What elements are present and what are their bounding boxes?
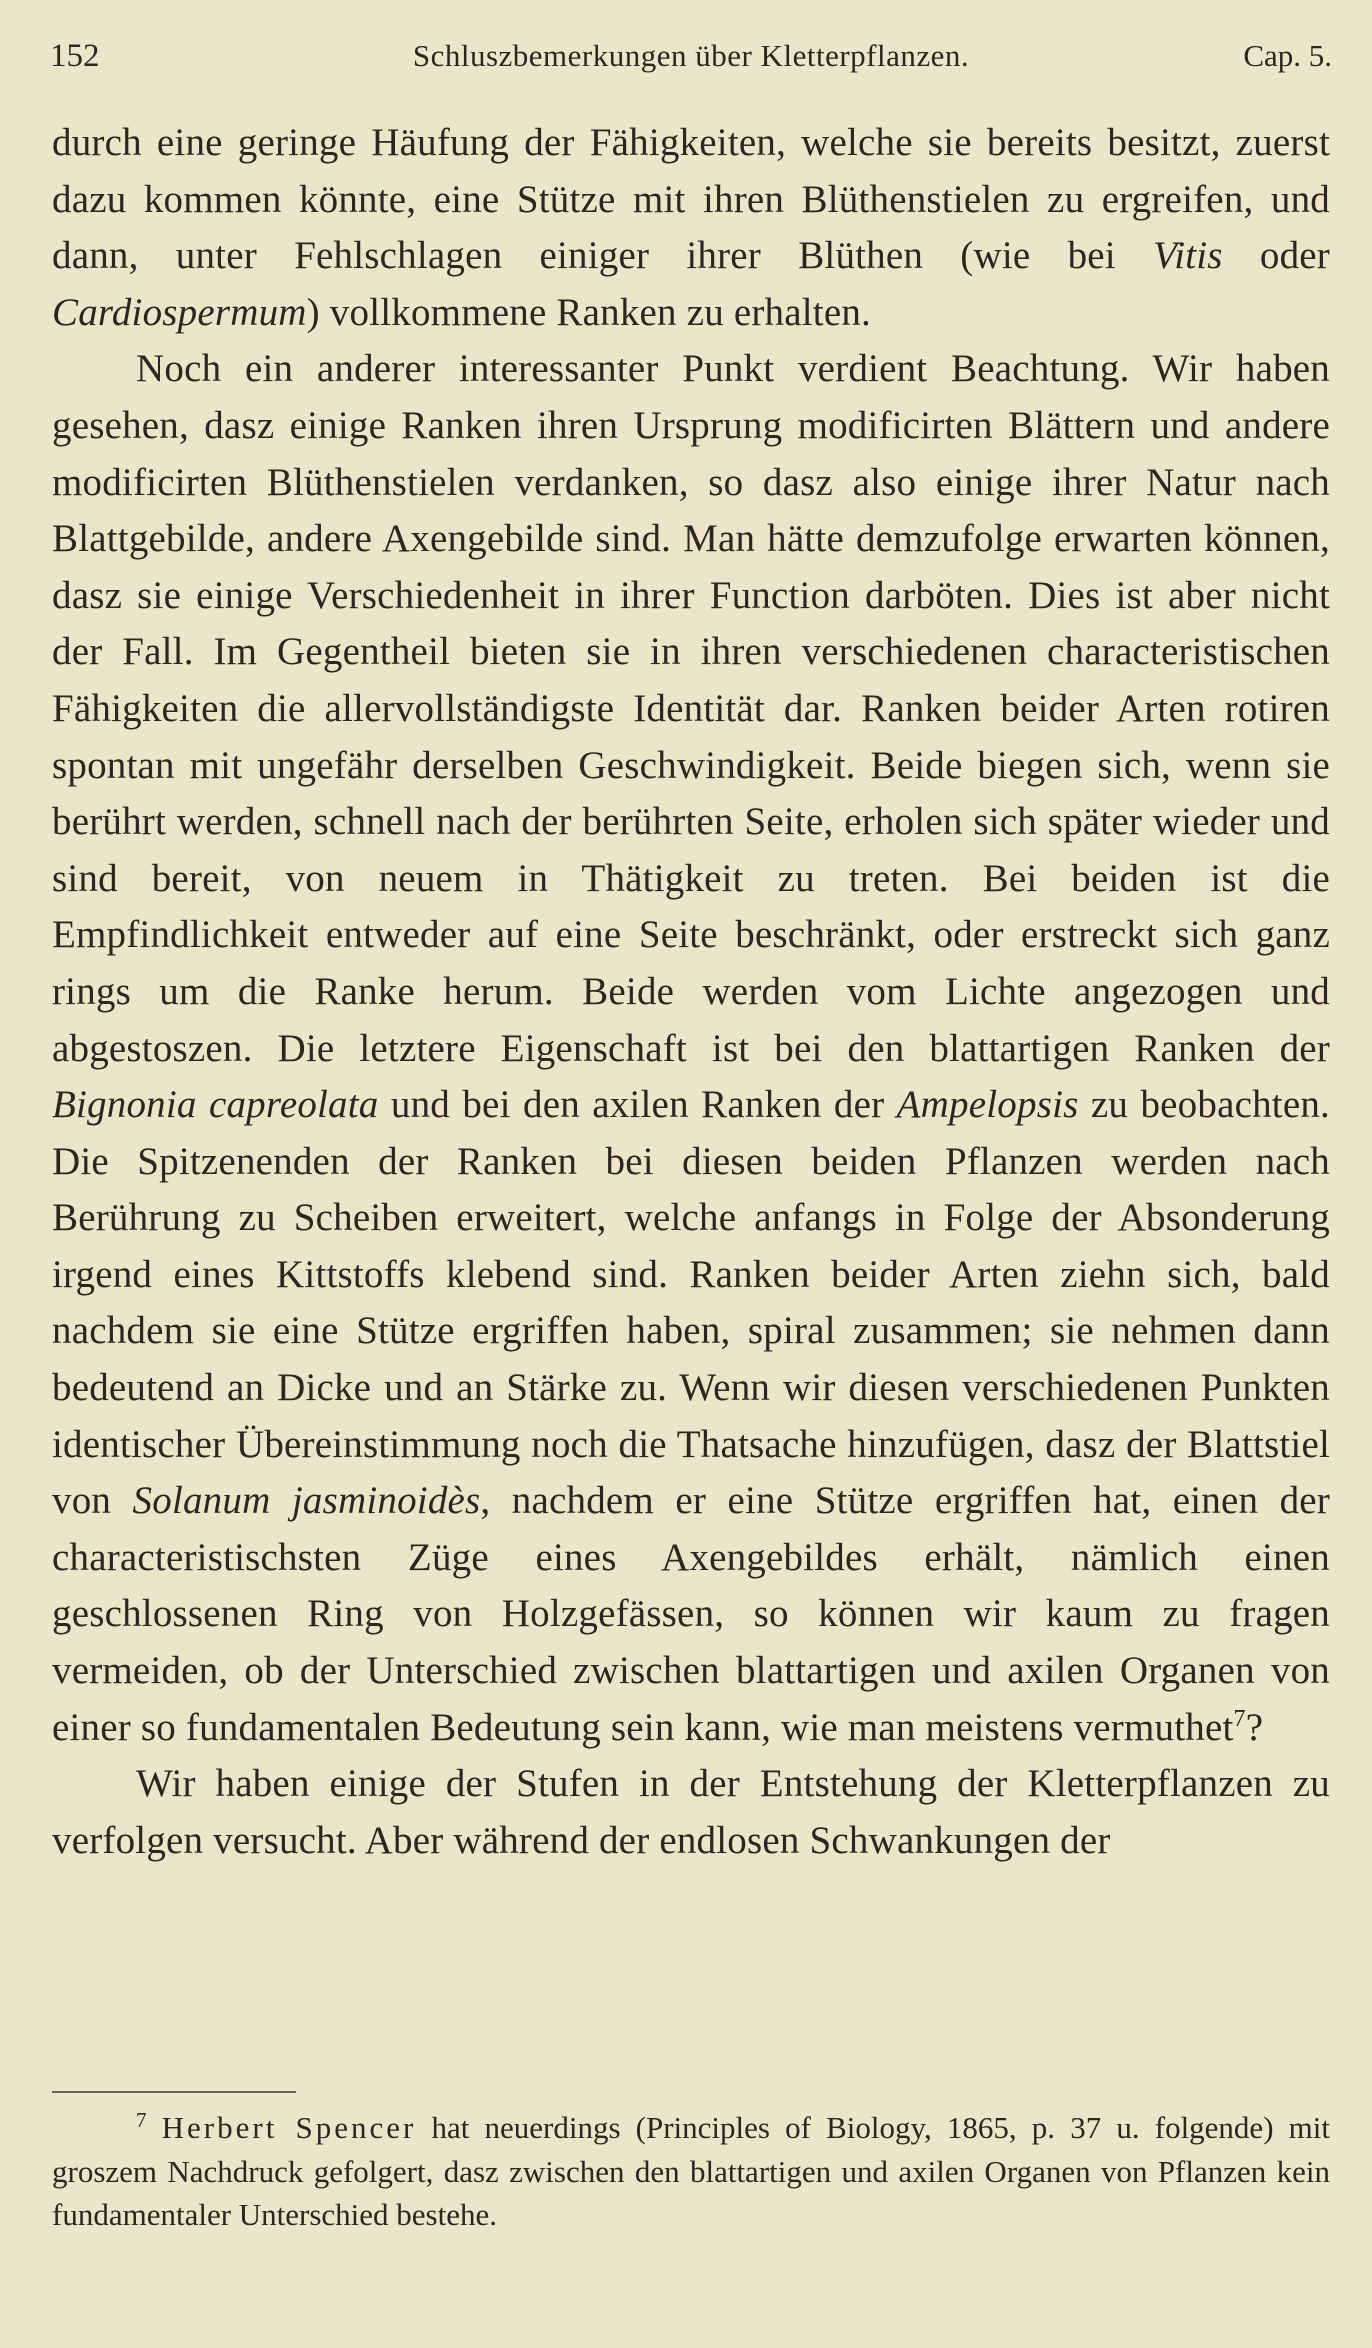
footnote-divider [52,2091,296,2093]
text-run: Noch ein anderer interessanter Punkt verdient Beachtung. Wir haben gesehen, dasz einige Ranken ihren Ursprung modificirten Blättern und andere modificirten Blüthenstielen verdanken, so dasz also einige ihrer Natur nach Blattgebilde, andere Axengebilde sind. Man hätte demzufolge erwarten können, dasz sie einige Verschiedenheit in ihrer Function darböten. Dies ist aber nicht der Fall. Im Gegentheil bieten sie in ihren verschiedenen characteristischen Fähigkeiten die allervollständigste Identität dar. Ranken beider Arten rotiren spontan mit ungefähr derselben Geschwindigkeit. Beide biegen sich, wenn sie berührt werden, schnell nach der berührten Seite, erholen sich später wieder und sind bereit, von neuem in Thätigkeit zu treten. Bei beiden ist die Empfindlichkeit entweder auf eine Seite beschränkt, oder erstreckt sich ganz rings um die Ranke herum. Beide werden vom Lichte angezogen und abgestoszen. Die letztere Eigenschaft ist bei den blattartigen Ranken der [52,347,1330,1070]
paragraph [52,341,1330,1756]
paragraph [52,1756,1330,1869]
footnote-author: Herbert Spencer [161,2110,417,2145]
text-run: oder [1222,234,1330,278]
footnote-text: hat neuerdings (Principles of Biology, 1865, p. 37 u. folgende) mit groszem Nachdruck gefolgert, dasz zwischen den blattartigen und axilen Organen von Pflanzen kein fundamentaler Unterschied bestehe. [52,2110,1331,2232]
footnote [52,2106,1330,2237]
text-run: zu beobachten. Die Spitzenenden der Ranken bei diesen beiden Pflanzen werden nach Berührung zu Scheiben erweitert, welche anfangs in Folge der Absonderung irgend eines Kittstoffs klebend sind. Ranken beider Arten ziehn sich, bald nachdem sie eine Stütze ergriffen haben, spiral zusammen; sie nehmen dann bedeutend an Dicke und an Stärke zu. Wenn wir diesen verschiedenen Punkten identischer Übereinstimmung noch die Thatsache hinzufügen, dasz der Blattstiel von [52,1083,1330,1523]
paragraph [52,115,1330,341]
text-run: und bei den axilen Ranken der [378,1083,897,1127]
text-run: ? [1245,1705,1264,1749]
italic-term: Vitis [1153,234,1223,278]
text-run: , nachdem er eine Stütze ergriffen hat, einen der characteristischsten Züge eines Axengebildes erhält, nämlich einen geschlossenen Ring von Holzgefässen, so können wir kaum zu fragen vermeiden, ob der Unterschied zwischen blattartigen und axilen Organen von einer so fundamentalen Bedeutung sein kann, wie man meistens vermuthet [52,1479,1330,1749]
chapter-label: Cap. 5. [1243,38,1332,73]
text-run: ) vollkommene Ranken zu erhalten. [306,290,872,334]
page-number: 152 [50,38,100,74]
italic-term: Cardiospermum [52,290,307,334]
page-header [50,26,1332,86]
text-run: Wir haben einige der Stufen in der Entstehung der Kletterpflanzen zu verfolgen versucht. Aber während der endlosen Schwankungen der [52,1762,1330,1862]
running-title: Schluszbemerkungen über Kletterpflanzen. [412,38,970,73]
body-text [52,115,1330,1869]
footnote-reference: 7 [1233,1705,1246,1732]
text-run: durch eine geringe Häufung der Fähigkeiten, welche sie bereits besitzt, zuerst dazu kommen könnte, eine Stütze mit ihren Blüthenstielen zu ergreifen, und dann, unter Fehlschlagen einiger ihrer Blüthen (wie bei [52,121,1330,278]
italic-term: Solanum jasminoidès [132,1479,481,1523]
italic-term: Ampelopsis [896,1083,1079,1127]
footnote-marker: 7 [136,2108,147,2132]
italic-term: Bignonia capreolata [52,1083,379,1127]
